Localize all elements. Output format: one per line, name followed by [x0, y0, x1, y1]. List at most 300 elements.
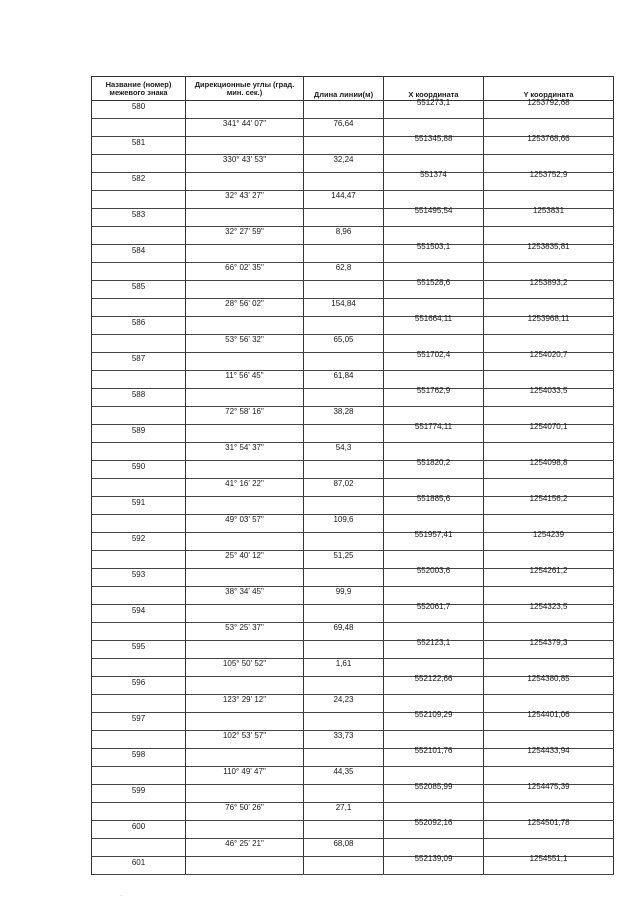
- point-row: [92, 386, 614, 407]
- segment-angle: 46° 25' 21": [225, 839, 264, 848]
- point-x-cell: [384, 494, 484, 514]
- point-name-cell: [92, 857, 186, 874]
- point-name-cell: [92, 425, 186, 442]
- point-row: [92, 566, 614, 587]
- empty-cell: [186, 245, 304, 262]
- segment-angle-cell: [186, 227, 304, 244]
- point-name: 591: [131, 498, 146, 507]
- point-x-cell: [384, 638, 484, 658]
- empty-cell: [92, 371, 186, 388]
- point-x: 552139,09: [414, 854, 453, 863]
- segment-angle-cell: [186, 479, 304, 496]
- segment-angle: 32° 43' 27": [225, 191, 264, 200]
- segment-angle-cell: [186, 767, 304, 784]
- boundary-coordinates-table: [91, 76, 614, 875]
- point-name: 596: [131, 678, 146, 687]
- empty-cell: [92, 191, 186, 208]
- empty-cell: [304, 785, 384, 802]
- segment-angle-cell: [186, 371, 304, 388]
- point-x-cell: [384, 854, 484, 874]
- segment-length-cell: [304, 551, 384, 568]
- empty-cell: [186, 497, 304, 514]
- point-name: 592: [131, 534, 146, 543]
- segment-angle-cell: [186, 407, 304, 424]
- empty-cell: [304, 461, 384, 478]
- segment-length: 69,48: [333, 623, 354, 632]
- segment-length: 44,35: [333, 767, 354, 776]
- empty-cell: [186, 821, 304, 838]
- point-row: [92, 170, 614, 191]
- point-y-cell: [484, 746, 614, 766]
- empty-cell: [92, 299, 186, 316]
- point-name-cell: [92, 209, 186, 226]
- segment-angle-cell: [186, 515, 304, 532]
- point-x: 552085,99: [414, 782, 453, 791]
- point-row: [92, 638, 614, 659]
- segment-angle-cell: [186, 155, 304, 172]
- empty-cell: [92, 407, 186, 424]
- point-x-cell: [384, 314, 484, 334]
- point-name-cell: [92, 641, 186, 658]
- point-x-cell: [384, 350, 484, 370]
- point-name: 597: [131, 714, 146, 723]
- segment-angle-cell: [186, 659, 304, 676]
- point-name-cell: [92, 137, 186, 154]
- empty-cell: [186, 713, 304, 730]
- point-y: 1254020,7: [529, 350, 568, 359]
- point-y: 1254551,1: [529, 854, 568, 863]
- point-x: 551503,1: [416, 242, 451, 251]
- point-x: 551495,54: [414, 206, 453, 215]
- point-y-cell: [484, 98, 614, 118]
- point-y: 1254475,39: [527, 782, 570, 791]
- segment-length-cell: [304, 155, 384, 172]
- empty-cell: [304, 749, 384, 766]
- point-y-cell: [484, 494, 614, 514]
- segment-angle-cell: [186, 551, 304, 568]
- point-x-cell: [384, 242, 484, 262]
- point-y-cell: [484, 350, 614, 370]
- empty-cell: [304, 677, 384, 694]
- segment-length-cell: [304, 299, 384, 316]
- empty-cell: [186, 209, 304, 226]
- scan-mark: ·: [120, 893, 122, 899]
- segment-length-cell: [304, 335, 384, 352]
- point-x: 552003,6: [416, 566, 451, 575]
- empty-cell: [304, 569, 384, 586]
- segment-length: 1,61: [335, 659, 352, 668]
- point-x-cell: [384, 422, 484, 442]
- point-name: 588: [131, 390, 146, 399]
- segment-length: 87,02: [333, 479, 354, 488]
- point-row: [92, 314, 614, 335]
- point-y: 1253768,66: [527, 134, 570, 143]
- point-name: 601: [131, 858, 146, 867]
- segment-length: 76,64: [333, 119, 354, 128]
- point-name: 594: [131, 606, 146, 615]
- point-y: 1254401,06: [527, 710, 570, 719]
- segment-angle-cell: [186, 299, 304, 316]
- point-y-cell: [484, 314, 614, 334]
- point-x-cell: [384, 602, 484, 622]
- point-row: [92, 242, 614, 263]
- point-x: 551702,4: [416, 350, 451, 359]
- segment-angle: 341° 44' 07": [222, 119, 267, 128]
- empty-cell: [304, 101, 384, 118]
- empty-cell: [92, 119, 186, 136]
- empty-cell: [304, 605, 384, 622]
- empty-cell: [304, 857, 384, 874]
- point-x: 551820,2: [416, 458, 451, 467]
- point-name: 599: [131, 786, 146, 795]
- segment-length: 68,08: [333, 839, 354, 848]
- point-y-cell: [484, 386, 614, 406]
- empty-cell: [304, 353, 384, 370]
- point-y: 1253831: [532, 206, 565, 215]
- point-name-cell: [92, 353, 186, 370]
- point-row: [92, 494, 614, 515]
- segment-length: 27,1: [335, 803, 352, 812]
- point-name: 593: [131, 570, 146, 579]
- point-name-cell: [92, 389, 186, 406]
- point-x: 552061,7: [416, 602, 451, 611]
- point-x: 551885,6: [416, 494, 451, 503]
- point-name: 581: [131, 138, 146, 147]
- point-y-cell: [484, 854, 614, 874]
- point-x: 552122,66: [414, 674, 453, 683]
- point-x-cell: [384, 818, 484, 838]
- segment-length: 54,3: [335, 443, 352, 452]
- segment-length-cell: [304, 695, 384, 712]
- point-x-cell: [384, 674, 484, 694]
- empty-cell: [92, 443, 186, 460]
- point-y: 1254323,5: [529, 602, 568, 611]
- empty-cell: [186, 641, 304, 658]
- segment-length-cell: [304, 803, 384, 820]
- segment-angle-cell: [186, 119, 304, 136]
- point-y-cell: [484, 422, 614, 442]
- empty-cell: [304, 533, 384, 550]
- segment-angle-cell: [186, 731, 304, 748]
- empty-cell: [186, 173, 304, 190]
- segment-angle: 123° 29' 12": [222, 695, 267, 704]
- point-name: 583: [131, 210, 146, 219]
- point-name-cell: [92, 569, 186, 586]
- segment-angle: 105° 50' 52": [222, 659, 267, 668]
- table-body: [92, 98, 614, 875]
- point-x: 551664,11: [414, 314, 453, 323]
- segment-angle: 53° 25' 37": [225, 623, 264, 632]
- point-y-cell: [484, 530, 614, 550]
- point-y-cell: [484, 602, 614, 622]
- point-name: 590: [131, 462, 146, 471]
- segment-angle-cell: [186, 191, 304, 208]
- point-y: 1254501,78: [527, 818, 570, 827]
- point-name-cell: [92, 785, 186, 802]
- segment-length: 33,73: [333, 731, 354, 740]
- point-y-cell: [484, 170, 614, 190]
- point-x-cell: [384, 566, 484, 586]
- segment-length-cell: [304, 659, 384, 676]
- segment-length: 61,84: [333, 371, 354, 380]
- point-x-cell: [384, 98, 484, 118]
- segment-angle: 76° 50' 26": [225, 803, 264, 812]
- header-name: Название (номер) межевого знака: [92, 77, 186, 100]
- empty-cell: [186, 389, 304, 406]
- point-row: [92, 782, 614, 803]
- point-row: [92, 422, 614, 443]
- empty-cell: [92, 551, 186, 568]
- segment-length-cell: [304, 731, 384, 748]
- segment-angle: 102° 53' 57": [222, 731, 267, 740]
- point-name: 598: [131, 750, 146, 759]
- point-x-cell: [384, 458, 484, 478]
- point-y-cell: [484, 638, 614, 658]
- empty-cell: [92, 335, 186, 352]
- segment-length: 38,28: [333, 407, 354, 416]
- point-y: 1254380,85: [527, 674, 570, 683]
- segment-length-cell: [304, 119, 384, 136]
- segment-angle-cell: [186, 335, 304, 352]
- empty-cell: [92, 659, 186, 676]
- empty-cell: [92, 155, 186, 172]
- header-length: Длина линии(м): [304, 77, 384, 100]
- point-name: 595: [131, 642, 146, 651]
- segment-length: 154,84: [331, 299, 356, 308]
- empty-cell: [92, 479, 186, 496]
- empty-cell: [304, 641, 384, 658]
- point-x: 552092,16: [414, 818, 453, 827]
- point-row: [92, 278, 614, 299]
- segment-angle: 66° 02' 35": [225, 263, 264, 272]
- point-row: [92, 710, 614, 731]
- segment-angle: 28° 56' 02": [225, 299, 264, 308]
- empty-cell: [186, 605, 304, 622]
- empty-cell: [92, 731, 186, 748]
- segment-length: 65,05: [333, 335, 354, 344]
- point-name: 600: [131, 822, 146, 831]
- point-x-cell: [384, 746, 484, 766]
- point-row: [92, 530, 614, 551]
- empty-cell: [186, 569, 304, 586]
- segment-length: 8,96: [335, 227, 352, 236]
- point-y-cell: [484, 206, 614, 226]
- point-y-cell: [484, 278, 614, 298]
- empty-cell: [304, 497, 384, 514]
- empty-cell: [186, 857, 304, 874]
- empty-cell: [186, 137, 304, 154]
- segment-length-cell: [304, 515, 384, 532]
- segment-angle: 31° 54' 37": [225, 443, 264, 452]
- point-row: [92, 206, 614, 227]
- empty-cell: [186, 281, 304, 298]
- empty-cell: [186, 353, 304, 370]
- empty-cell: [92, 623, 186, 640]
- point-x-cell: [384, 134, 484, 154]
- point-y: 1254098,8: [529, 458, 568, 467]
- empty-cell: [304, 389, 384, 406]
- point-y: 1254239: [532, 530, 565, 539]
- point-name: 582: [131, 174, 146, 183]
- segment-length: 144,47: [331, 191, 356, 200]
- point-y: 1254033,5: [529, 386, 568, 395]
- empty-cell: [92, 695, 186, 712]
- segment-angle-cell: [186, 803, 304, 820]
- segment-angle: 38° 34' 45": [225, 587, 264, 596]
- segment-angle: 11° 56' 45": [225, 371, 264, 380]
- point-y: 1253752,9: [529, 170, 568, 179]
- point-y: 1254156,2: [529, 494, 568, 503]
- point-name: 586: [131, 318, 146, 327]
- empty-cell: [304, 209, 384, 226]
- point-row: [92, 602, 614, 623]
- empty-cell: [186, 677, 304, 694]
- empty-cell: [186, 749, 304, 766]
- empty-cell: [92, 227, 186, 244]
- segment-length: 62,8: [335, 263, 352, 272]
- empty-cell: [92, 803, 186, 820]
- point-y: 1254379,3: [529, 638, 568, 647]
- segment-length-cell: [304, 227, 384, 244]
- point-y: 1253835,81: [527, 242, 570, 251]
- point-name-cell: [92, 749, 186, 766]
- point-name-cell: [92, 677, 186, 694]
- point-y: 1254070,1: [529, 422, 568, 431]
- point-x: 551957,41: [414, 530, 453, 539]
- point-name-cell: [92, 281, 186, 298]
- segment-length-cell: [304, 371, 384, 388]
- segment-length-cell: [304, 587, 384, 604]
- empty-cell: [92, 587, 186, 604]
- header-x: X координата: [384, 77, 484, 100]
- point-row: [92, 854, 614, 875]
- point-name-cell: [92, 605, 186, 622]
- segment-length: 99,9: [335, 587, 352, 596]
- segment-angle: 32° 27' 59": [225, 227, 264, 236]
- header-y: Y координата: [484, 77, 614, 100]
- segment-length-cell: [304, 191, 384, 208]
- point-row: [92, 350, 614, 371]
- empty-cell: [186, 101, 304, 118]
- point-row: [92, 746, 614, 767]
- point-name: 580: [131, 102, 146, 111]
- point-x: 551762,9: [416, 386, 451, 395]
- point-y: 1254261,2: [529, 566, 568, 575]
- empty-cell: [92, 515, 186, 532]
- point-y: 1253792,68: [527, 98, 570, 107]
- segment-length-cell: [304, 407, 384, 424]
- point-name-cell: [92, 173, 186, 190]
- segment-length: 51,25: [333, 551, 354, 560]
- empty-cell: [304, 137, 384, 154]
- point-name-cell: [92, 497, 186, 514]
- segment-angle-cell: [186, 695, 304, 712]
- segment-length: 109,6: [333, 515, 354, 524]
- segment-angle: 110° 49' 47": [223, 767, 266, 776]
- empty-cell: [304, 281, 384, 298]
- point-x-cell: [384, 710, 484, 730]
- empty-cell: [304, 317, 384, 334]
- segment-angle-cell: [186, 443, 304, 460]
- point-y-cell: [484, 782, 614, 802]
- point-row: [92, 458, 614, 479]
- point-name: 589: [131, 426, 146, 435]
- point-name-cell: [92, 461, 186, 478]
- point-y-cell: [484, 818, 614, 838]
- point-y-cell: [484, 458, 614, 478]
- segment-angle: 72° 58' 16": [225, 407, 264, 416]
- empty-cell: [304, 173, 384, 190]
- point-name-cell: [92, 713, 186, 730]
- point-x: 551774,11: [414, 422, 453, 431]
- empty-cell: [186, 533, 304, 550]
- point-row: [92, 674, 614, 695]
- point-x-cell: [384, 530, 484, 550]
- segment-angle-cell: [186, 587, 304, 604]
- segment-length-cell: [304, 767, 384, 784]
- segment-length-cell: [304, 623, 384, 640]
- header-angles: Дирекционные углы (град. мин. сек.): [186, 77, 304, 100]
- point-y: 1254433,94: [527, 746, 570, 755]
- point-x: 552109,29: [414, 710, 453, 719]
- empty-cell: [186, 785, 304, 802]
- segment-angle-cell: [186, 263, 304, 280]
- point-y-cell: [484, 710, 614, 730]
- point-x-cell: [384, 386, 484, 406]
- empty-cell: [92, 839, 186, 856]
- point-y: 1253893,2: [529, 278, 568, 287]
- segment-length-cell: [304, 839, 384, 856]
- segment-angle: 25° 40' 12": [225, 551, 264, 560]
- segment-length-cell: [304, 263, 384, 280]
- segment-angle: 53° 56' 32": [225, 335, 264, 344]
- empty-cell: [304, 425, 384, 442]
- point-name-cell: [92, 101, 186, 118]
- segment-angle: 330° 43' 53": [222, 155, 267, 164]
- empty-cell: [186, 461, 304, 478]
- point-x: 552123,1: [416, 638, 451, 647]
- empty-cell: [304, 713, 384, 730]
- point-x-cell: [384, 206, 484, 226]
- point-x: 551374: [420, 170, 447, 179]
- point-name: 585: [131, 282, 146, 291]
- point-row: [92, 134, 614, 155]
- point-x: 552101,76: [414, 746, 453, 755]
- point-name-cell: [92, 821, 186, 838]
- point-x: 551273,1: [416, 98, 451, 107]
- empty-cell: [92, 263, 186, 280]
- segment-angle-cell: [186, 623, 304, 640]
- point-name-cell: [92, 245, 186, 262]
- empty-cell: [304, 821, 384, 838]
- point-y-cell: [484, 674, 614, 694]
- point-y: 1253968,11: [527, 314, 570, 323]
- point-name-cell: [92, 317, 186, 334]
- point-y-cell: [484, 566, 614, 586]
- point-name-cell: [92, 533, 186, 550]
- point-y-cell: [484, 134, 614, 154]
- segment-length: 32,24: [333, 155, 354, 164]
- point-name: 587: [131, 354, 146, 363]
- segment-length: 24,23: [333, 695, 354, 704]
- empty-cell: [186, 317, 304, 334]
- point-x-cell: [384, 278, 484, 298]
- empty-cell: [186, 425, 304, 442]
- segment-angle: 41° 16' 22": [225, 479, 264, 488]
- point-x: 551528,6: [416, 278, 451, 287]
- point-y-cell: [484, 242, 614, 262]
- segment-length-cell: [304, 443, 384, 460]
